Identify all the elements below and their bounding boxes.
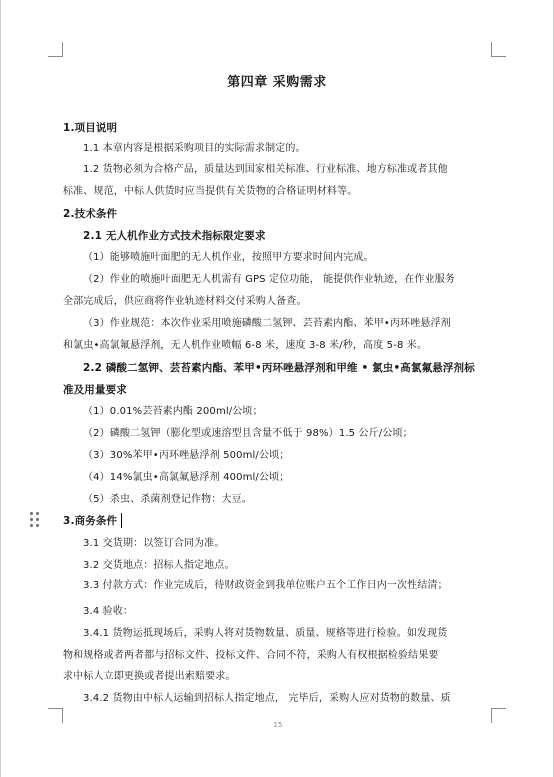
paragraph-line: 3.1 交货期：以签订合同为准。 — [83, 538, 225, 549]
margin-corner-top-right — [491, 42, 506, 57]
paragraph-line: 3.4.2 货物由中标人运输到招标人指定地点， 完毕后，采购人应对货物的数量、质 — [83, 693, 451, 704]
paragraph-line: 1.2 货物必须为合格产品，质量达到国家相关标准、行业标准、地方标准或者其他 — [83, 164, 448, 175]
paragraph-line: 3.4 验收： — [83, 606, 134, 617]
paragraph-line: （3）作业规范：本次作业采用喷施磷酸二氢钾、芸苔素内酯、苯甲•丙环唑悬浮剂 — [83, 318, 451, 329]
paragraph-line: 求中标人立即更换或者提出索赔要求。 — [63, 671, 236, 682]
subsection-heading: 2.1 无人机作业方式技术指标限定要求 — [83, 230, 266, 242]
paragraph-line: 3.3 付款方式：作业完成后，待财政资金到我单位账户五个工作日内一次性结清； — [83, 580, 448, 591]
paragraph-line: 3.2 交货地点：招标人指定地点。 — [83, 560, 235, 571]
margin-corner-top-left — [48, 42, 63, 57]
page-number: 15 — [273, 721, 283, 729]
paragraph-line: 物和规格或者两者都与招标文件、投标文件、合同不符，采购人有权根据检验结果要 — [63, 650, 439, 661]
chapter-title: 第四章 采购需求 — [227, 75, 327, 90]
paragraph-line: 标准、规范，中标人供货时应当提供有关货物的合格证明材料等。 — [63, 186, 358, 197]
text-cursor — [121, 513, 122, 528]
subsection-heading: 2.2 磷酸二氢钾、芸苔素内酯、苯甲•丙环唑悬浮剂和甲维 • 氯虫•高氯氟悬浮剂标 — [83, 362, 475, 374]
paragraph-line: （1）能够喷施叶面肥的无人机作业，按照甲方要求时间内完成。 — [83, 252, 374, 263]
list-item: （1）0.01%芸苔素内酯 200ml/公顷； — [83, 406, 263, 417]
paragraph-line: 全部完成后，供应商将作业轨迹材料交付采购人备查。 — [63, 296, 307, 307]
list-item: （4）14%氯虫•高氯氟悬浮剂 400ml/公顷； — [83, 472, 290, 483]
paragraph-line: 1.1 本章内容是根据采购项目的实际需求制定的。 — [83, 143, 306, 154]
section-heading: 2.技术条件 — [63, 208, 118, 220]
paragraph-line: 3.4.1 货物运抵现场后，采购人将对货物数量、质量、规格等进行检验。如发现货 — [83, 628, 448, 639]
paragraph-line: 和氯虫•高氯氟悬浮剂，无人机作业喷幅 6-8 米，速度 3-8 米/秒，高度 5-8 米。 — [63, 340, 428, 351]
list-item: （2）磷酸二氢钾（膨化型或速溶型且含量不低于 98%）1.5 公斤/公顷； — [83, 428, 413, 439]
section-heading: 3.商务条件 — [63, 515, 118, 527]
subsection-heading: 准及用量要求 — [63, 384, 127, 396]
paragraph-line: （2）作业的喷施叶面肥无人机需有 GPS 定位功能， 能提供作业轨迹，在作业服务 — [83, 274, 456, 285]
section-heading: 1.项目说明 — [63, 122, 118, 134]
list-item: （5）杀虫、杀菌剂登记作物：大豆。 — [83, 494, 252, 505]
block-drag-handle-icon[interactable] — [30, 512, 40, 528]
list-item: （3）30%苯甲•丙环唑悬浮剂 500ml/公顷； — [83, 450, 290, 461]
